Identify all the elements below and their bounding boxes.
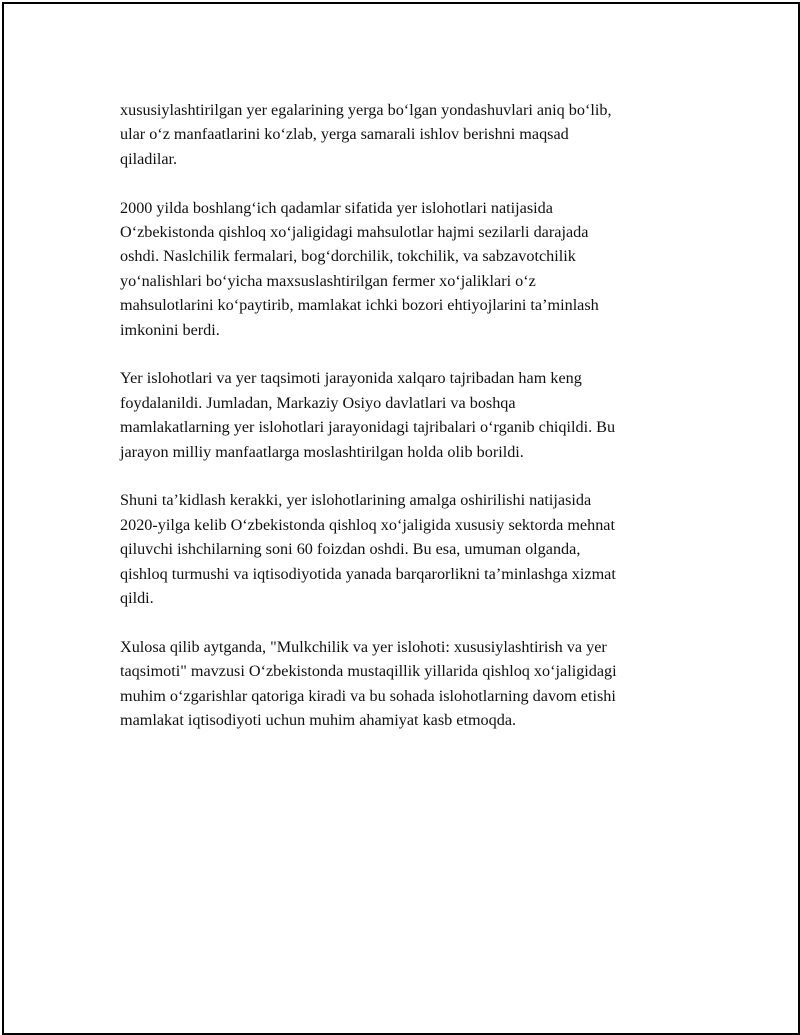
document-page: [2, 2, 800, 1035]
paragraph-2: 2000 yilda boshlang‘ich qadamlar sifatida yer islohotlari natijasida O‘zbekistonda qishloq xo‘jaligidagi mahsulotlar hajmi sezilarli darajada oshdi. Naslchilik fermalari, bog‘dorchilik, tokchilik, va sabzavotchilik yo‘nalishlari bo‘yicha maxsuslashtirilgan fermer xo‘jaliklari o‘z mahsulotlarini ko‘paytirib, mamlakat ichki bozori ehtiyojlarini ta’minlash imkonini berdi.: [120, 198, 599, 339]
paragraph-4: Shuni ta’kidlash kerakki, yer islohotlarining amalga oshirilishi natijasida 2020-yilga kelib O‘zbekistonda qishloq xo‘jaligida xususiy sektorda mehnat qiluvchi ishchilarning soni 60 foizdan oshdi. Bu esa, umuman olganda, qishloq turmushi va iqtisodiyotida yanada barqarorlikni ta’minlashga xizmat qildi.: [120, 491, 616, 608]
paragraph-1: xususiylashtirilgan yer egalarining yerga bo‘lgan yondashuvlari aniq bo‘lib, ular o‘z manfaatlarini ko‘zlab, yerga samarali ishlov berishni maqsad qiladilar.: [120, 101, 612, 168]
paragraph-5: Xulosa qilib aytganda, "Mulkchilik va yer islohoti: xususiylashtirish va yer taqsimoti" mavzusi O‘zbekistonda mustaqillik yillarida qishloq xo‘jaligidagi muhim o‘zgarishlar qatoriga kiradi va bu sohada islohotlarning davom etishi mamlakat iqtisodiyoti uchun muhim ahamiyat kasb etmoqda.: [120, 637, 617, 730]
paragraph-3: Yer islohotlari va yer taqsimoti jarayonida xalqaro tajribadan ham keng foydalanildi. Jumladan, Markaziy Osiyo davlatlari va boshqa mamlakatlarning yer islohotlari jarayonidagi tajribalari o‘rganib chiqildi. Bu jarayon milliy manfaatlarga moslashtirilgan holda olib borildi.: [120, 369, 616, 461]
document-body: [120, 98, 690, 757]
